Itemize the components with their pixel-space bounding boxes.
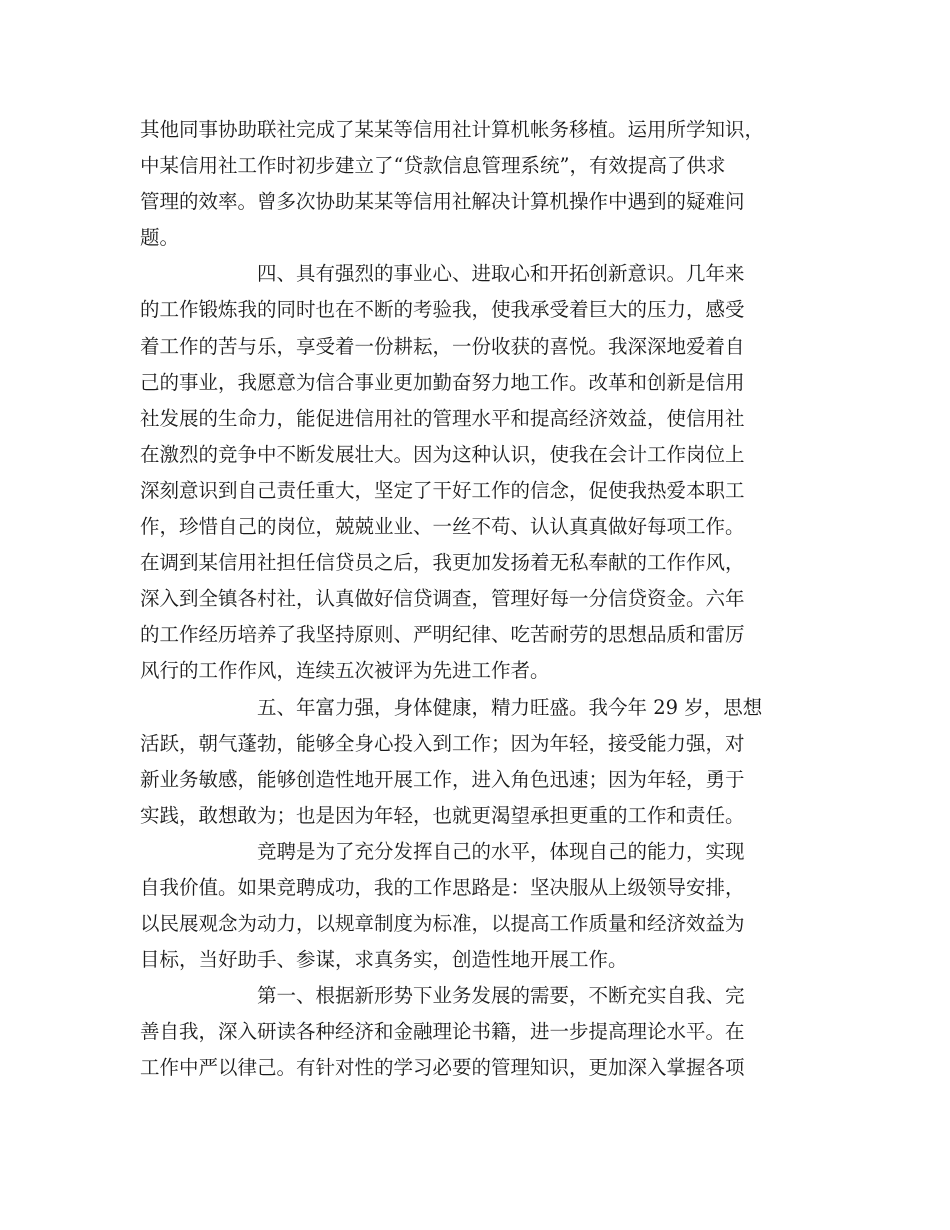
text-line: 的工作锻炼我的同时也在不断的考验我，使我承受着巨大的压力，感受: [140, 298, 745, 322]
text-line: 实践，敢想敢为；也是因为年轻，也就更渴望承担更重的工作和责任。: [140, 803, 745, 827]
text-line: 自我价值。如果竞聘成功，我的工作思路是：坚决服从上级领导安排，: [140, 875, 745, 899]
text-line: 在调到某信用社担任信贷员之后，我更加发扬着无私奉献的工作作风，: [140, 551, 745, 575]
paragraph-first-line: 第一、根据新形势下业务发展的需要，不断充实自我、完: [257, 984, 745, 1008]
text-line: 风行的工作作风，连续五次被评为先进工作者。: [140, 659, 550, 683]
text-line: 善自我，深入研读各种经济和金融理论书籍，进一步提高理论水平。在: [140, 1020, 745, 1044]
text-line: 管理的效率。曾多次协助某某等信用社解决计算机操作中遇到的疑难问: [140, 190, 745, 214]
text-line: 目标，当好助手、参谋，求真务实，创造性地开展工作。: [140, 948, 628, 972]
text-line: 新业务敏感，能够创造性地开展工作，进入角色迅速；因为年轻，勇于: [140, 767, 745, 791]
paragraph-first-line: 四、具有强烈的事业心、进取心和开拓创新意识。几年来: [257, 262, 745, 286]
text-line: 工作中严以律己。有针对性的学习必要的管理知识，更加深入掌握各项: [140, 1056, 745, 1080]
text-line: 在激烈的竞争中不断发展壮大。因为这种认识，使我在会计工作岗位上: [140, 442, 745, 466]
text-line: 己的事业，我愿意为信合事业更加勤奋努力地工作。改革和创新是信用: [140, 370, 745, 394]
text-line: 题。: [140, 226, 180, 250]
text-line: 社发展的生命力，能促进信用社的管理水平和提高经济效益，使信用社: [140, 406, 745, 430]
text-line: 深刻意识到自己责任重大，坚定了干好工作的信念，促使我热爱本职工: [140, 478, 745, 502]
text-line: 深入到全镇各村社，认真做好信贷调查，管理好每一分信贷资金。六年: [140, 587, 745, 611]
text-line: 中某信用社工作时初步建立了“贷款信息管理系统”，有效提高了供求: [140, 154, 726, 178]
paragraph-first-line: 五、年富力强，身体健康，精力旺盛。我今年 29 岁，思想: [257, 695, 763, 719]
text-line: 以民展观念为动力，以规章制度为标准，以提高工作质量和经济效益为: [140, 912, 745, 936]
text-line: 作，珍惜自己的岗位，兢兢业业、一丝不苟、认认真真做好每项工作。: [140, 515, 745, 539]
text-line: 着工作的苦与乐，享受着一份耕耘，一份收获的喜悦。我深深地爱着自: [140, 334, 745, 358]
text-line: 活跃，朝气蓬勃，能够全身心投入到工作；因为年轻，接受能力强，对: [140, 731, 745, 755]
paragraph-first-line: 竞聘是为了充分发挥自己的水平，体现自己的能力，实现: [257, 839, 745, 863]
text-line: 其他同事协助联社完成了某某等信用社计算机帐务移植。运用所学知识，: [140, 118, 765, 141]
document-body: [140, 112, 820, 1087]
text-line: 的工作经历培养了我坚持原则、严明纪律、吃苦耐劳的思想品质和雷厉: [140, 623, 745, 647]
